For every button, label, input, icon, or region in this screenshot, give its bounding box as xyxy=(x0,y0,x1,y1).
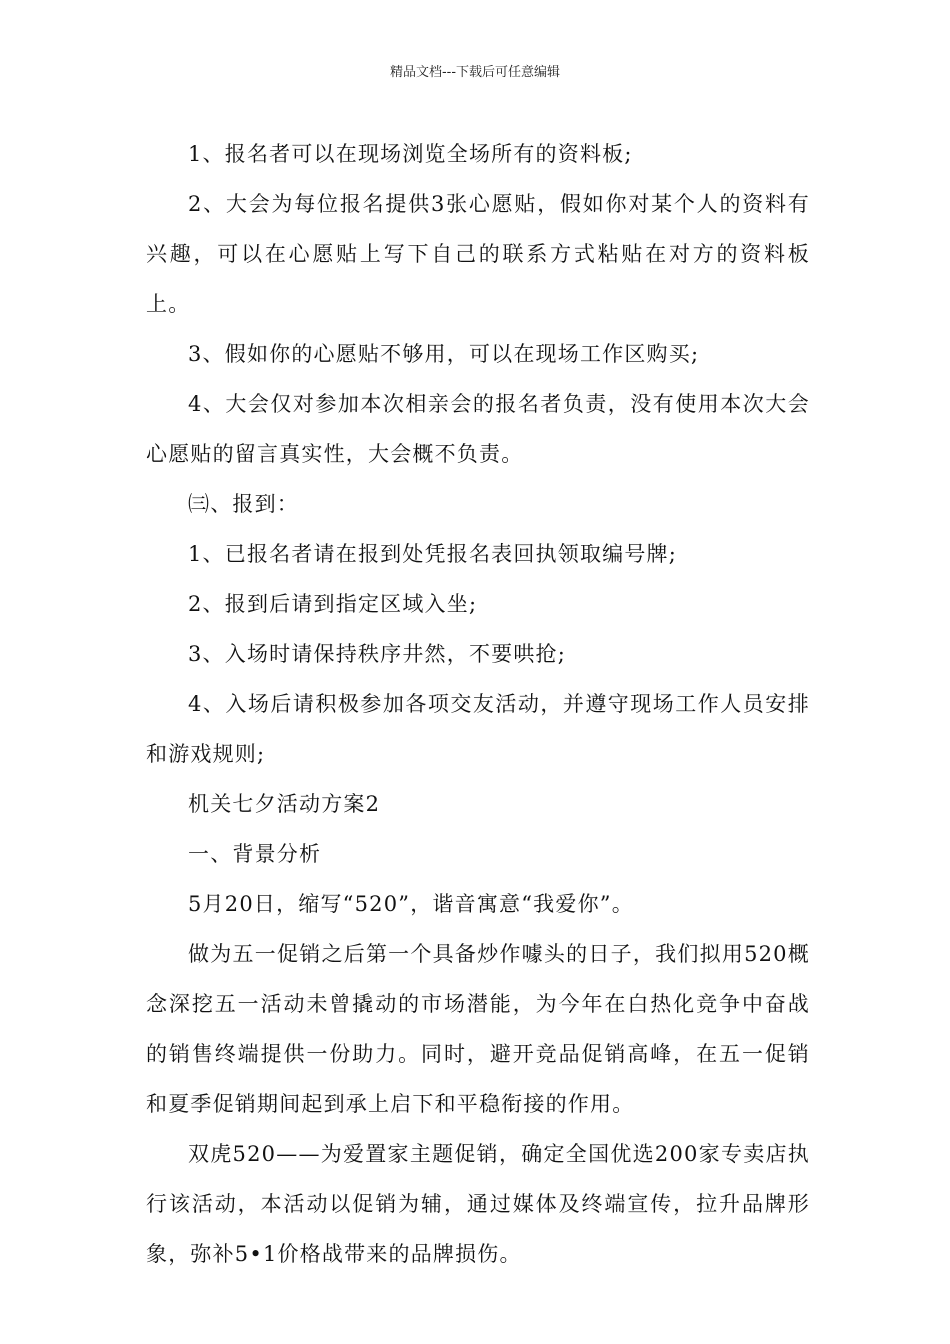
paragraph: 4、入场后请积极参加各项交友活动，并遵守现场工作人员安排和游戏规则; xyxy=(146,692,810,766)
paragraph: 2、大会为每位报名提供3张心愿贴，假如你对某个人的资料有兴趣，可以在心愿贴上写下自己的联系方式粘贴在对方的资料板上。 xyxy=(146,192,810,316)
paragraph: 3、入场时请保持秩序井然，不要哄抢; xyxy=(188,642,567,666)
paragraph: 4、大会仅对参加本次相亲会的报名者负责，没有使用本次大会心愿贴的留言真实性，大会概不负责。 xyxy=(146,392,810,466)
paragraph: 3、假如你的心愿贴不够用，可以在现场工作区购买; xyxy=(188,342,700,366)
paragraph: 5月20日，缩写“520”，谐音寓意“我爱你”。 xyxy=(188,892,634,916)
paragraph: 做为五一促销之后第一个具备炒作噱头的日子，我们拟用520概念深挖五一活动未曾撬动的市场潜能，为今年在白热化竞争中奋战的销售终端提供一份助力。同时，避开竞品促销高峰，在五一促销和夏季促销期间起到承上启下和平稳衔接的作用。 xyxy=(146,942,810,1116)
document-body xyxy=(146,129,810,1279)
paragraph: 2、报到后请到指定区域入坐; xyxy=(188,592,478,616)
section-heading: 一、背景分析 xyxy=(188,842,322,866)
paragraph: 1、已报名者请在报到处凭报名表回执领取编号牌; xyxy=(188,542,678,566)
paragraph: 1、报名者可以在现场浏览全场所有的资料板; xyxy=(188,142,633,166)
paragraph: 双虎520——为爱置家主题促销，确定全国优选200家专卖店执行该活动，本活动以促销为辅，通过媒体及终端宣传，拉升品牌形象，弥补5•1价格战带来的品牌损伤。 xyxy=(146,1142,810,1266)
page-header: 精品文档---下载后可任意编辑 xyxy=(389,65,561,80)
section-heading: ㈢、报到： xyxy=(188,492,299,516)
document-title: 机关七夕活动方案2 xyxy=(188,792,381,816)
